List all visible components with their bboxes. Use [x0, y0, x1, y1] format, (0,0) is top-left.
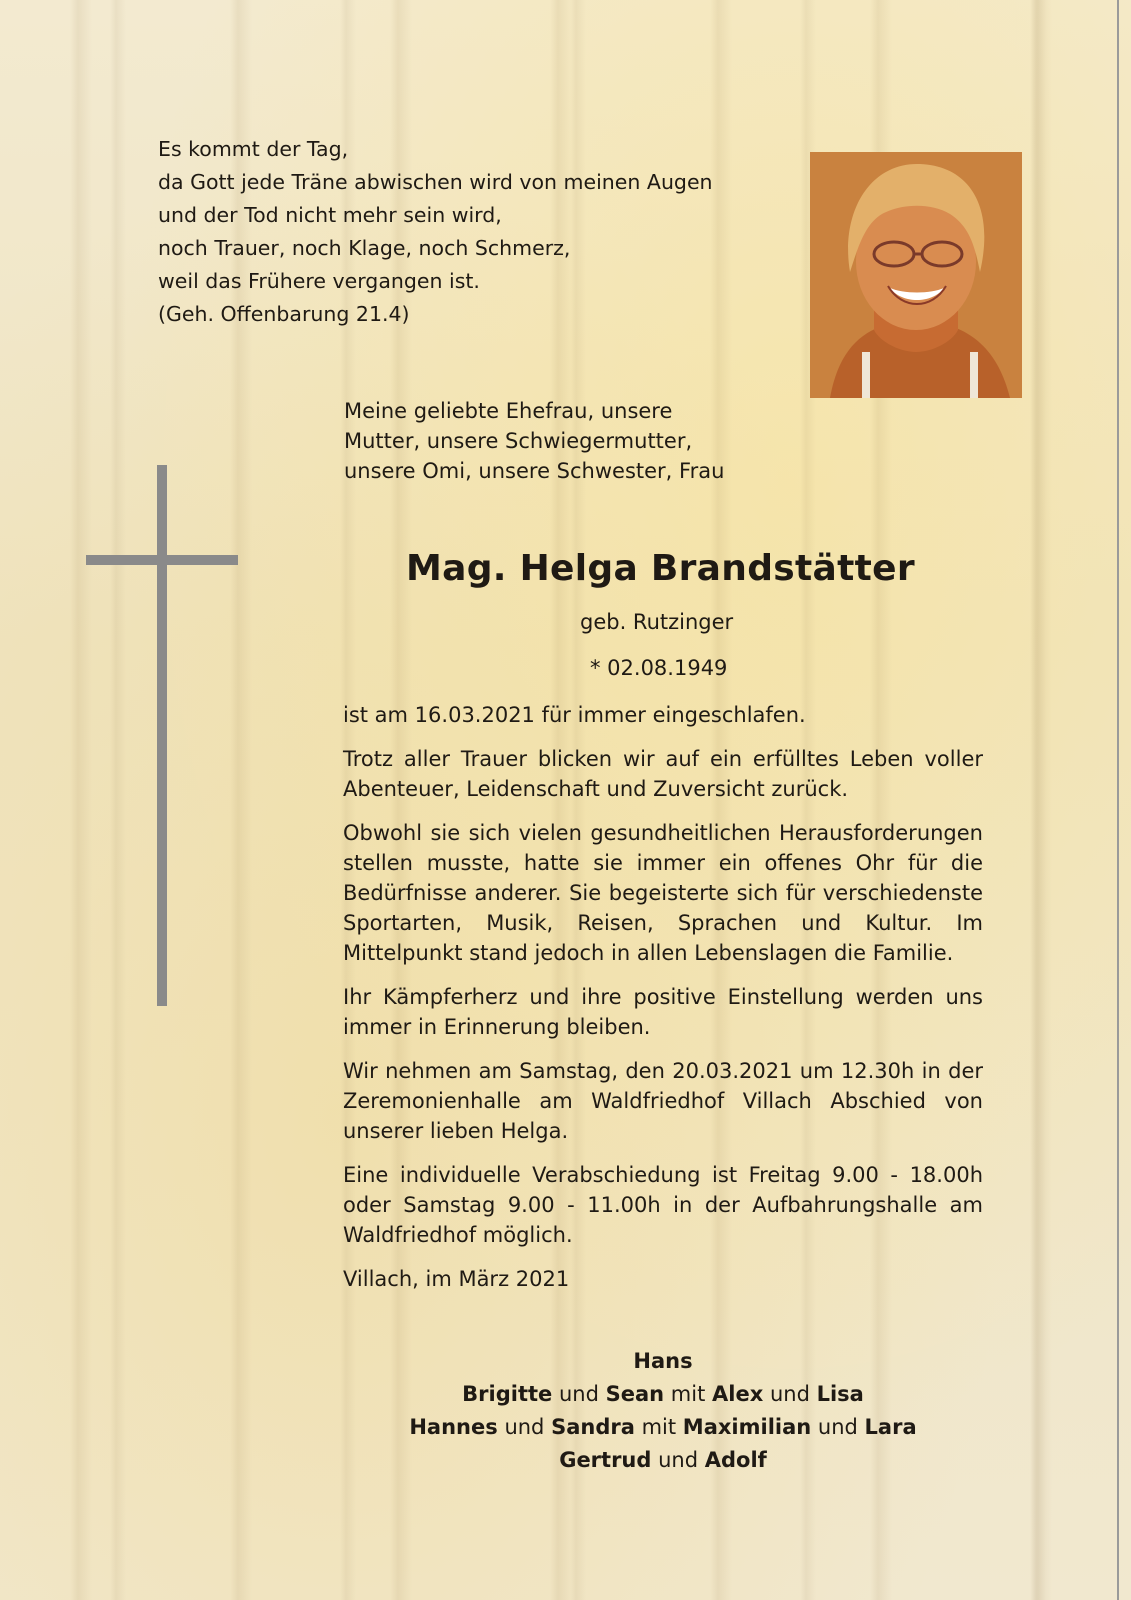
mourner-name: Lara: [864, 1415, 917, 1439]
mourner-name: Lisa: [816, 1382, 864, 1406]
memorial-cross-vertical: [157, 465, 167, 1006]
intro-line: Meine geliebte Ehefrau, unsere: [344, 399, 673, 423]
body-paragraph: Ihr Kämpferherz und ihre positive Einstellung werden uns immer in Erinnerung bleiben.: [343, 985, 983, 1039]
birth-date: * 02.08.1949: [590, 656, 728, 680]
mourner-name: Brigitte: [462, 1382, 553, 1406]
mourner-name: Alex: [712, 1382, 764, 1406]
death-line: ist am 16.03.2021 für immer eingeschlafen.: [343, 703, 806, 727]
intro-line: unsere Omi, unsere Schwester, Frau: [344, 459, 725, 483]
bible-quote: [158, 133, 713, 331]
connector-word: und: [817, 1415, 858, 1439]
deceased-name: Mag. Helga Brandstätter: [406, 548, 915, 589]
quote-line: Es kommt der Tag,: [158, 137, 349, 161]
connector-word: mit: [641, 1415, 677, 1439]
body-paragraph: Wir nehmen am Samstag, den 20.03.2021 um 12.30h in der Zeremonienhalle am Waldfriedhof Villach Abschied von unserer lieben Helga.: [343, 1059, 983, 1143]
memorial-cross-horizontal: [86, 555, 238, 565]
quote-source: (Geh. Offenbarung 21.4): [158, 302, 410, 326]
connector-word: und: [769, 1382, 810, 1406]
mourner-name: Sandra: [551, 1415, 635, 1439]
mourner-name: Gertrud: [559, 1448, 652, 1472]
connector-word: und: [504, 1415, 545, 1439]
page-edge-line: [1117, 0, 1119, 1600]
birth-name: geb. Rutzinger: [580, 610, 734, 634]
mourner-name: Adolf: [704, 1448, 767, 1472]
mourner-name: Maximilian: [682, 1415, 812, 1439]
body-paragraph: Trotz aller Trauer blicken wir auf ein erfülltes Leben voller Abenteuer, Leidenschaft und Zuversicht zurück.: [343, 747, 983, 801]
body-paragraph: Obwohl sie sich vielen gesundheitlichen Herausforderungen stellen musste, hatte sie immer ein offenes Ohr für die Bedürfnisse anderer. Sie begeisterte sich für verschiedenste Sportarten, Musik, Reisen, Sprachen und Kultur. Im Mittelpunkt stand jedoch in allen Lebenslagen die Familie.: [343, 821, 983, 965]
intro-line: Mutter, unsere Schwiegermutter,: [344, 429, 693, 453]
mourner-line: [343, 1444, 983, 1477]
connector-word: und: [558, 1382, 599, 1406]
quote-line: und der Tod nicht mehr sein wird,: [158, 203, 502, 227]
intro-text: [344, 396, 724, 486]
mourner-name: Hans: [633, 1349, 693, 1373]
body-paragraph: Eine individuelle Verabschiedung ist Freitag 9.00 - 18.00h oder Samstag 9.00 - 11.00h in der Aufbahrungshalle am Waldfriedhof möglich.: [343, 1163, 983, 1247]
connector-word: und: [658, 1448, 699, 1472]
portrait-photo: [810, 152, 1022, 398]
place-date: Villach, im März 2021: [343, 1267, 570, 1291]
portrait-illustration: [810, 152, 1022, 398]
mourner-name: Hannes: [409, 1415, 498, 1439]
obituary-body: [343, 700, 983, 1308]
mourner-line: [343, 1411, 983, 1444]
quote-line: noch Trauer, noch Klage, noch Schmerz,: [158, 236, 571, 260]
mourners-list: [343, 1345, 983, 1477]
quote-line: weil das Frühere vergangen ist.: [158, 269, 480, 293]
mourner-name: Sean: [605, 1382, 665, 1406]
quote-line: da Gott jede Träne abwischen wird von meinen Augen: [158, 170, 713, 194]
mourner-line: [343, 1378, 983, 1411]
connector-word: mit: [670, 1382, 706, 1406]
mourner-line: [343, 1345, 983, 1378]
